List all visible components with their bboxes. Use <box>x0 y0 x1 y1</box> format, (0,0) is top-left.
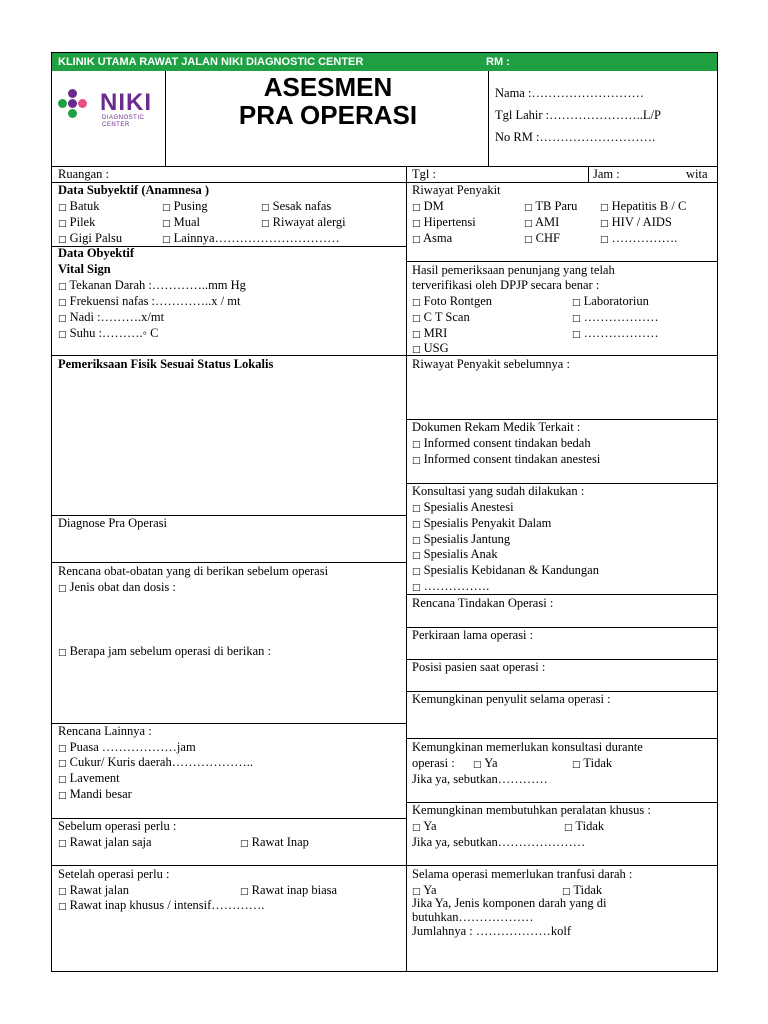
subjektif-title: Data Subyektif (Anamnesa ) <box>58 183 210 197</box>
cb-berapa-jam[interactable]: □ Berapa jam sebelum operasi di berikan : <box>58 644 271 658</box>
cb-rawat-jalan[interactable]: □ Rawat jalan <box>58 883 129 897</box>
sebelum-operasi-title: Sebelum operasi perlu : <box>58 819 177 833</box>
cb-usg[interactable]: □ USG <box>412 341 449 355</box>
cb-batuk[interactable]: □ Batuk <box>58 199 100 213</box>
penyulit-field[interactable]: Kemungkinan penyulit selama operasi : <box>412 692 611 706</box>
durante-operasi-label: operasi : <box>412 756 455 770</box>
lama-operasi-field[interactable]: Perkiraan lama operasi : <box>412 628 534 642</box>
cb-gigi-palsu[interactable]: □ Gigi Palsu <box>58 231 123 245</box>
cb-rawat-inap-biasa[interactable]: □ Rawat inap biasa <box>240 883 338 897</box>
cb-ct-scan[interactable]: □ C T Scan <box>412 310 470 324</box>
patient-name-field[interactable]: Nama :……………………… <box>495 86 644 100</box>
durante-sebutkan[interactable]: Jika ya, sebutkan………… <box>412 772 548 786</box>
penunjang-line2: terverifikasi oleh DPJP secara benar : <box>412 278 600 292</box>
setelah-operasi-title: Setelah operasi perlu : <box>58 867 170 881</box>
cb-hiv-aids[interactable]: □ HIV / AIDS <box>600 215 672 229</box>
pre-op-assessment-form <box>51 52 718 972</box>
alat-khusus-title: Kemungkinan membutuhkan peralatan khusus : <box>412 803 651 817</box>
alat-sebutkan[interactable]: Jika ya, sebutkan………………… <box>412 835 586 849</box>
cb-sp-penyakit-dalam[interactable]: □ Spesialis Penyakit Dalam <box>412 516 552 530</box>
cb-lainnya[interactable]: □ Lainnya………………………… <box>162 231 340 245</box>
cb-frekuensi-nafas[interactable]: □ Frekuensi nafas :…………..x / mt <box>58 294 241 308</box>
cb-riwayat-alergi[interactable]: □ Riwayat alergi <box>261 215 346 229</box>
cb-jenis-obat[interactable]: □ Jenis obat dan dosis : <box>58 580 176 594</box>
rencana-tindakan-field[interactable]: Rencana Tindakan Operasi : <box>412 596 554 610</box>
cb-mri[interactable]: □ MRI <box>412 326 448 340</box>
dokumen-title: Dokumen Rekam Medik Terkait : <box>412 420 581 434</box>
cb-dm[interactable]: □ DM <box>412 199 444 213</box>
cb-sp-jantung[interactable]: □ Spesialis Jantung <box>412 532 511 546</box>
cb-mandi-besar[interactable]: □ Mandi besar <box>58 787 132 801</box>
cb-nadi[interactable]: □ Nadi :……….x/mt <box>58 310 165 324</box>
clinic-name: KLINIK UTAMA RAWAT JALAN NIKI DIAGNOSTIC CENTER <box>58 56 364 68</box>
form-title: ASESMEN PRA OPERASI <box>238 72 418 130</box>
posisi-pasien-field[interactable]: Posisi pasien saat operasi : <box>412 660 546 674</box>
cb-consent-anestesi[interactable]: □ Informed consent tindakan anestesi <box>412 452 601 466</box>
rm-label: RM : <box>486 56 510 68</box>
cb-penunjang-other2[interactable]: □ ……………… <box>572 326 659 340</box>
logo-wordmark: NIKI <box>100 89 152 116</box>
diagnose-title: Diagnose Pra Operasi <box>58 516 167 530</box>
cb-asma[interactable]: □ Asma <box>412 231 453 245</box>
obyektif-title: Data Obyektif <box>58 246 135 260</box>
cb-foto-rontgen[interactable]: □ Foto Rontgen <box>412 294 493 308</box>
cb-suhu[interactable]: □ Suhu :……….◦ C <box>58 326 159 340</box>
cb-rawat-inap-khusus[interactable]: □ Rawat inap khusus / intensif…………. <box>58 898 265 912</box>
cb-pilek[interactable]: □ Pilek <box>58 215 96 229</box>
vital-sign-title: Vital Sign <box>58 262 111 276</box>
cb-sp-kebidanan[interactable]: □ Spesialis Kebidanan & Kandungan <box>412 563 599 577</box>
riwayat-sebelumnya-title: Riwayat Penyakit sebelumnya : <box>412 357 570 371</box>
cb-tekanan-darah[interactable]: □ Tekanan Darah :…………..mm Hg <box>58 278 246 292</box>
cb-chf[interactable]: □ CHF <box>524 231 560 245</box>
cb-hepatitis[interactable]: □ Hepatitis B / C <box>600 199 687 213</box>
durante-title: Kemungkinan memerlukan konsultasi durante <box>412 740 643 754</box>
pemeriksaan-fisik-title: Pemeriksaan Fisik Sesuai Status Lokalis <box>58 357 274 371</box>
darah-butuhkan[interactable]: butuhkan……………… <box>412 910 534 924</box>
obat-title: Rencana obat-obatan yang di berikan sebelum operasi <box>58 564 329 578</box>
cb-penunjang-other1[interactable]: □ ……………… <box>572 310 659 324</box>
cb-consent-bedah[interactable]: □ Informed consent tindakan bedah <box>412 436 591 450</box>
cb-pusing[interactable]: □ Pusing <box>162 199 208 213</box>
cb-cukur[interactable]: □ Cukur/ Kuris daerah……………….. <box>58 755 253 769</box>
cb-hipertensi[interactable]: □ Hipertensi <box>412 215 476 229</box>
jam-field[interactable]: Jam : <box>593 167 620 181</box>
darah-jumlah[interactable]: Jumlahnya : ………………kolf <box>412 924 572 938</box>
cb-sp-anestesi[interactable]: □ Spesialis Anestesi <box>412 500 514 514</box>
cb-sesak-nafas[interactable]: □ Sesak nafas <box>261 199 332 213</box>
patient-dob-field[interactable]: Tgl Lahir :…………………..L/P <box>495 108 661 122</box>
ruangan-field[interactable]: Ruangan : <box>58 167 110 181</box>
tranfusi-title: Selama operasi memerlukan tranfusi darah : <box>412 867 633 881</box>
penunjang-line1: Hasil pemeriksaan penunjang yang telah <box>412 263 615 277</box>
cb-lavement[interactable]: □ Lavement <box>58 771 120 785</box>
niki-logo <box>58 87 166 127</box>
cb-puasa[interactable]: □ Puasa ………………jam <box>58 740 196 754</box>
cb-mual[interactable]: □ Mual <box>162 215 201 229</box>
cb-riwayat-other[interactable]: □ ……………. <box>600 231 678 245</box>
cb-laboratorium[interactable]: □ Laboratoriun <box>572 294 649 308</box>
cb-darah-tidak[interactable]: □ Tidak <box>562 883 603 897</box>
cb-darah-ya[interactable]: □ Ya <box>412 883 437 897</box>
cb-konsul-other[interactable]: □ ……………. <box>412 579 490 593</box>
patient-rm-field[interactable]: No RM :………………………. <box>495 130 656 144</box>
logo-subtitle: DIAGNOSTIC CENTER <box>102 115 145 128</box>
cb-alat-tidak[interactable]: □ Tidak <box>564 819 605 833</box>
cb-durante-ya[interactable]: □ Ya <box>473 756 498 770</box>
tgl-field[interactable]: Tgl : <box>412 167 436 181</box>
cb-rawat-inap[interactable]: □ Rawat Inap <box>240 835 309 849</box>
clinic-header-bar <box>52 53 717 71</box>
cb-sp-anak[interactable]: □ Spesialis Anak <box>412 547 498 561</box>
konsultasi-title: Konsultasi yang sudah dilakukan : <box>412 484 585 498</box>
riwayat-title: Riwayat Penyakit <box>412 183 501 197</box>
darah-jenis: Jika Ya, Jenis komponen darah yang di <box>412 896 607 910</box>
cb-ami[interactable]: □ AMI <box>524 215 560 229</box>
cb-rawat-jalan-saja[interactable]: □ Rawat jalan saja <box>58 835 152 849</box>
cb-durante-tidak[interactable]: □ Tidak <box>572 756 613 770</box>
rencana-lainnya-title: Rencana Lainnya : <box>58 724 152 738</box>
cb-tb-paru[interactable]: □ TB Paru <box>524 199 578 213</box>
wita-label: wita <box>686 167 708 181</box>
cb-alat-ya[interactable]: □ Ya <box>412 819 437 833</box>
